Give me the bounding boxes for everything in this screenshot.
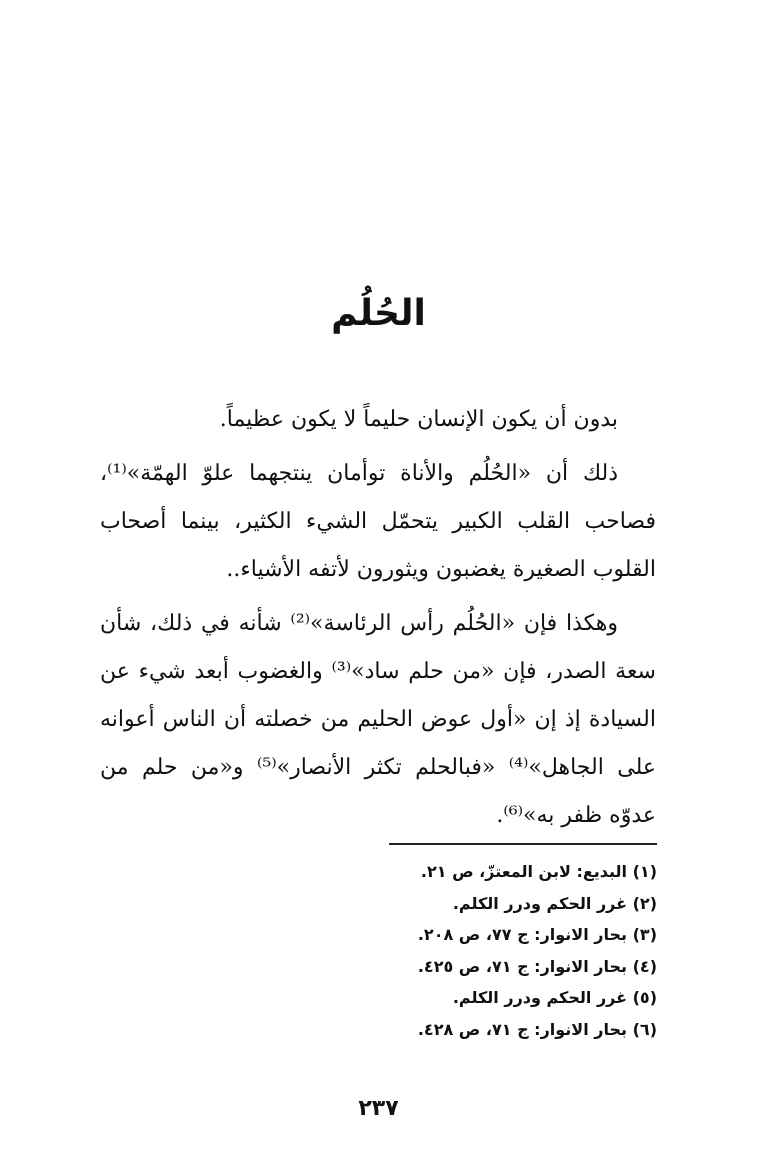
footnote: (٤) بحار الانوار: ج ٧١، ص ٤٢٥. bbox=[417, 956, 657, 976]
footnote: (٣) بحار الانوار: ج ٧٧، ص ٢٠٨. bbox=[417, 925, 657, 945]
footnote: (٦) بحار الانوار: ج ٧١، ص ٤٢٨. bbox=[417, 1019, 657, 1039]
footnote: (١) البديع: لابن المعتزّ، ص ٢١. bbox=[420, 862, 657, 881]
body-text bbox=[100, 396, 656, 840]
paragraph: ذلك أن «الحُلُم والأناة توأمان ينتجهما علوّ الهمّة»⁽¹⁾، فصاحب القلب الكبير يتحمّل الشيء الكثير، بينما أصحاب القلوب الصغيرة يغضبون ويثورون لأتفه الأشياء.. bbox=[100, 461, 656, 582]
footnote: (٥) غرر الحكم ودرر الكلم. bbox=[452, 988, 657, 1008]
footnote: (٢) غرر الحكم ودرر الكلم. bbox=[452, 893, 657, 913]
footnote-divider bbox=[389, 843, 657, 845]
page-number: ٢٣٧ bbox=[358, 1096, 399, 1121]
paragraph: وهكذا فإن «الحُلُم رأس الرئاسة»⁽²⁾ شأنه في ذلك، شأن سعة الصدر، فإن «من حلم ساد»⁽³⁾ والغضوب أبعد شيء عن السيادة إذ إن «أول عوض الحليم من خصلته أن الناس أعوانه على الجاهل»⁽⁴⁾ «فبالحلم تكثر الأنصار»⁽⁵⁾ و«من حلم من عدوّه ظفر به»⁽⁶⁾. bbox=[100, 611, 656, 828]
page-title: الحُلُم bbox=[331, 293, 426, 334]
paragraph: بدون أن يكون الإنسان حليماً لا يكون عظيماً. bbox=[219, 407, 618, 432]
footnotes bbox=[360, 856, 657, 1046]
